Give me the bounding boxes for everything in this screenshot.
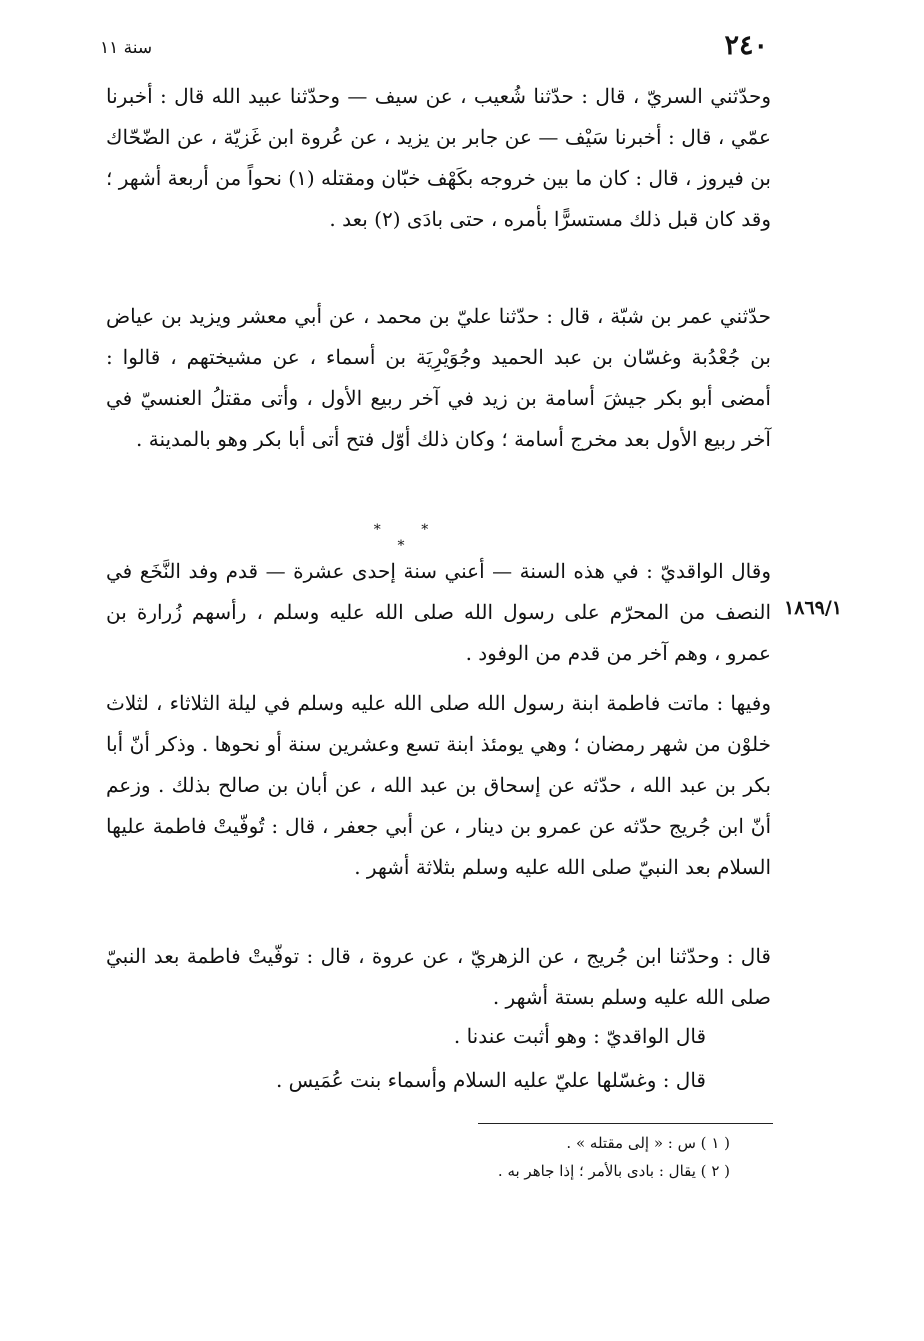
- paragraph-3: وقال الواقديّ : في هذه السنة — أعني سنة إحدى عشرة — قدم وفد النَّخَع في النصف من المحرّم على رسول الله صلى الله عليه وسلم ، رأسهم زُرارة بن عمرو ، وهم آخر من قدم من الوفود .: [106, 559, 771, 665]
- section-separator: * * *: [373, 522, 447, 554]
- page-number: ٢٤٠: [724, 30, 768, 61]
- margin-reference: ١٨٦٩/١: [784, 597, 842, 619]
- paragraph-6: قال الواقديّ : وهو أثبت عندنا .: [453, 1024, 706, 1048]
- paragraph-4: وفيها : ماتت فاطمة ابنة رسول الله صلى الله عليه وسلم في ليلة الثلاثاء ، لثلاث خلوْن من شهر رمضان ؛ وهي يومئذ ابنة تسع وعشرين سنة أو نحوها . وذكر أنّ أبا بكر بن عبد الله ، حدّثه عن إسحاق بن عبد الله ، عن أبان بن صالح بذلك . وزعم أنّ ابن جُريج حدّثه عن عمرو بن دينار ، عن أبي جعفر ، قال : تُوفّيتْ فاطمة عليها السلام بعد النبيّ صلى الله عليه وسلم بثلاثة أشهر .: [106, 691, 771, 879]
- footnote-1: ( ١ ) س : « إلى مقتله » .: [566, 1134, 730, 1152]
- footnote-rule: [478, 1123, 773, 1124]
- paragraph-2: حدّثني عمر بن شبّة ، قال : حدّثنا عليّ بن محمد ، عن أبي معشر ويزيد بن عياض بن جُعْدُبة وغسّان بن عبد الحميد وجُوَيْرِيَة بن أسماء ، عن مشيختهم ، قالوا : أمضى أبو بكر جيشَ أسامة بن زيد في آخر ربيع الأول ، وأتى مقتلُ العنسيّ في آخر ربيع الأول بعد مخرج أسامة ؛ وكان ذلك أوّل فتح أتى أبا بكر وهو بالمدينة .: [106, 304, 771, 451]
- paragraph-1: وحدّثني السريّ ، قال : حدّثنا شُعيب ، عن سيف — وحدّثنا عبيد الله قال : أخبرنا عمّي ، قال : أخبرنا سَيْف — عن جابر بن يزيد ، عن عُروة ابن غَزيّة ، عن الضّحّاك بن فيروز ، قال : كان ما بين خروجه بكَهْف خبّان ومقتله (١) نحواً من أربعة أشهر ؛ وقد كان قبل ذلك مستسرًّا بأمره ، حتى بادَى (٢) بعد .: [106, 84, 771, 231]
- paragraph-7: قال : وغسّلها عليّ عليه السلام وأسماء بنت عُمَيس .: [275, 1068, 706, 1092]
- running-header-year: سنة ١١: [100, 38, 153, 58]
- footnote-2: ( ٢ ) يقال : بادى بالأمر ؛ إذا جاهر به .: [497, 1162, 730, 1180]
- paragraph-5: قال : وحدّثنا ابن جُريج ، عن الزهريّ ، عن عروة ، قال : توفّيتْ فاطمة بعد النبيّ صلى الله عليه وسلم بستة أشهر .: [106, 944, 771, 1009]
